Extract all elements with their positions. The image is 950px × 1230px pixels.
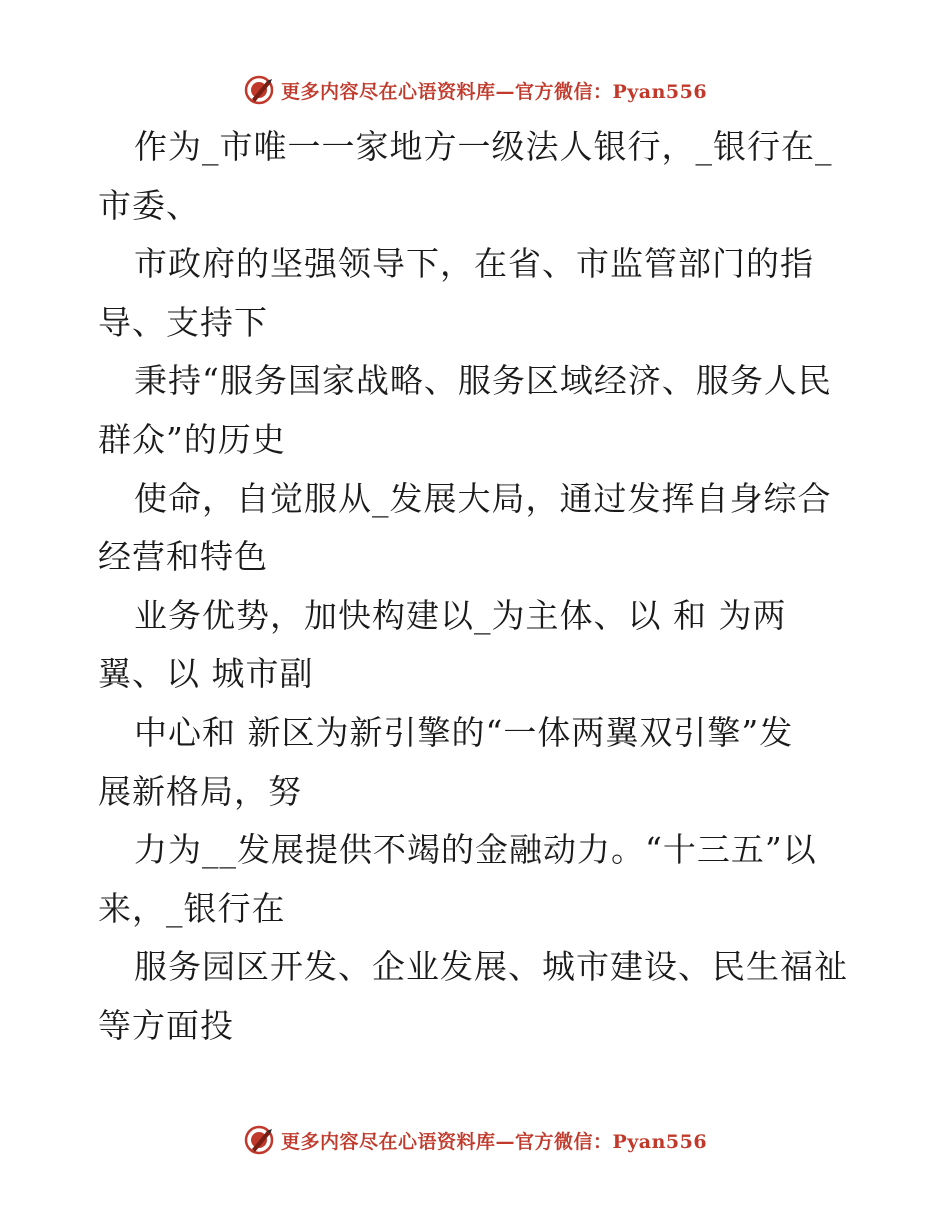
watermark-text: 更多内容尽在心语资料库—官方微信：Pyan556 bbox=[280, 1130, 708, 1153]
text-line: 力为__发展提供不竭的金融动力。“十三五”以 bbox=[134, 830, 817, 870]
text-line: 来，_银行在 bbox=[98, 888, 286, 928]
text-line: 翼、以 城市副 bbox=[98, 654, 314, 694]
document-body bbox=[98, 118, 858, 1056]
header-watermark bbox=[0, 70, 950, 110]
text-line: 展新格局，努 bbox=[98, 771, 302, 811]
text-line: 市委、 bbox=[98, 185, 200, 225]
watermark-text: 更多内容尽在心语资料库—官方微信：Pyan556 bbox=[280, 80, 708, 103]
text-line: 等方面投 bbox=[98, 1005, 234, 1045]
text-line: 导、支持下 bbox=[98, 302, 268, 342]
pen-seal-logo-icon bbox=[243, 1124, 275, 1156]
text-line: 业务优势，加快构建以_为主体、以 和 为两 bbox=[134, 595, 787, 635]
text-line: 经营和特色 bbox=[98, 537, 268, 577]
text-line: 中心和 新区为新引擎的“一体两翼双引擎”发 bbox=[134, 712, 794, 752]
pen-seal-logo-icon bbox=[243, 74, 275, 106]
text-line: 作为_市唯一一家地方一级法人银行，_银行在_ bbox=[134, 127, 833, 166]
text-line: 服务园区开发、企业发展、城市建设、民生福祉 bbox=[134, 947, 848, 987]
text-line: 群众”的历史 bbox=[98, 419, 286, 459]
footer-watermark bbox=[0, 1120, 950, 1160]
text-line: 秉持“服务国家战略、服务区域经济、服务人民 bbox=[134, 361, 832, 401]
text-line: 使命，自觉服从_发展大局，通过发挥自身综合 bbox=[134, 478, 832, 518]
text-line: 市政府的坚强领导下，在省、市监管部门的指 bbox=[134, 244, 814, 284]
